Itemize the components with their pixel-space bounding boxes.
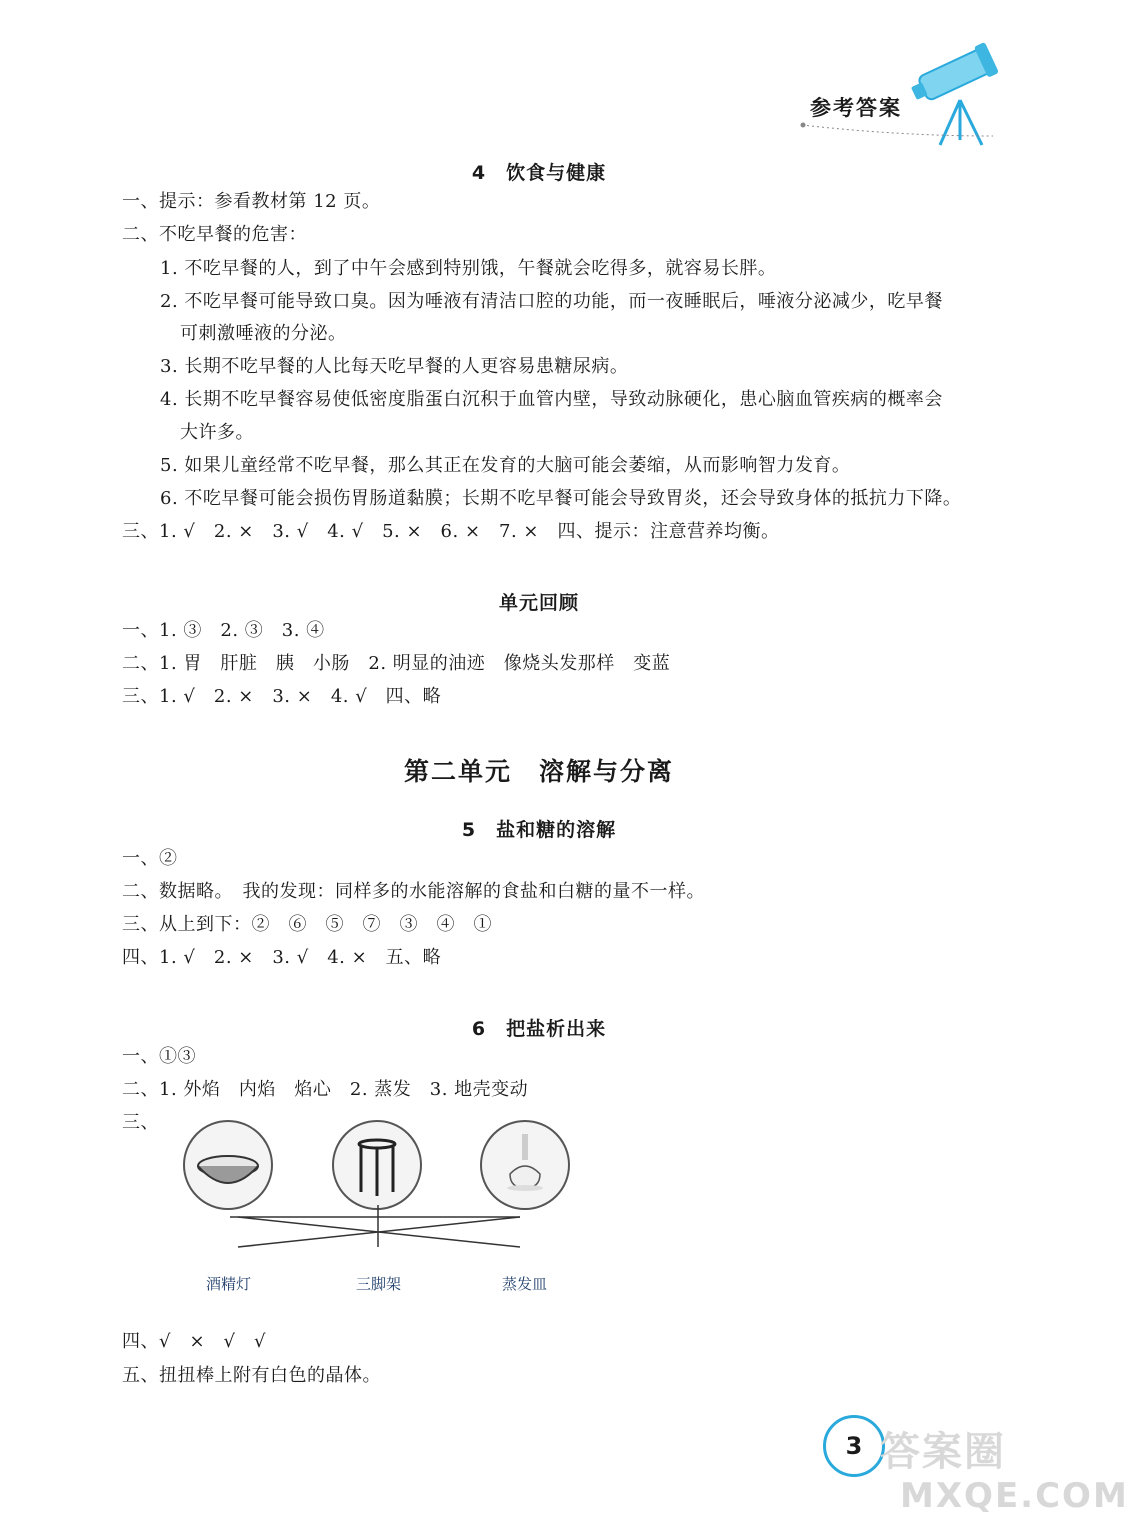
review-line: 三、1. √ 2. × 3. × 4. √ 四、略	[122, 686, 442, 707]
lesson4-line: 大许多。	[180, 422, 254, 443]
lesson6-title: 6 把盐析出来	[471, 1018, 607, 1040]
lesson4-line: 3. 长期不吃早餐的人比每天吃早餐的人更容易患糖尿病。	[160, 356, 629, 377]
watermark-top: 答案圈	[880, 1429, 1006, 1475]
lesson6-line: 五、扭扭棒上附有白色的晶体。	[122, 1365, 381, 1386]
lesson6-line: 一、①③	[122, 1046, 196, 1067]
bowl-picture	[183, 1120, 273, 1210]
label-alcohol-lamp: 酒精灯	[206, 1275, 252, 1293]
lesson4-line: 三、1. √ 2. × 3. √ 4. √ 5. × 6. × 7. × 四、提示：注意营养均衡。	[122, 521, 780, 542]
lesson4-line: 2. 不吃早餐可能导致口臭。因为唾液有清洁口腔的功能，而一夜睡眠后，唾液分泌减少，吃早餐	[160, 291, 943, 312]
lesson4-line: 二、不吃早餐的危害：	[122, 224, 307, 245]
tripod-picture	[332, 1120, 422, 1210]
lesson4-title: 4 饮食与健康	[471, 162, 607, 184]
review-line: 二、1. 胃 肝脏 胰 小肠 2. 明显的油迹 像烧头发那样 变蓝	[122, 653, 671, 674]
lesson5-line: 一、②	[122, 848, 178, 869]
header-title: 参考答案	[810, 96, 902, 120]
lesson4-line: 6. 不吃早餐可能会损伤胃肠道黏膜；长期不吃早餐可能会导致胃炎，还会导致身体的抵抗力下降。	[160, 488, 962, 509]
lesson4-line: 一、提示：参看教材第 12 页。	[122, 191, 381, 212]
lesson4-line: 1. 不吃早餐的人，到了中午会感到特别饿，午餐就会吃得多，就容易长胖。	[160, 258, 777, 279]
review-line: 一、1. ③ 2. ③ 3. ④	[122, 620, 325, 641]
lesson6-line: 三、	[122, 1112, 159, 1133]
lesson4-line: 4. 长期不吃早餐容易使低密度脂蛋白沉积于血管内壁，导致动脉硬化，患心脑血管疾病的概率会	[160, 389, 943, 410]
lesson5-line: 四、1. √ 2. × 3. √ 4. × 五、略	[122, 947, 442, 968]
label-tripod: 三脚架	[356, 1275, 402, 1293]
lesson6-line: 二、1. 外焰 内焰 焰心 2. 蒸发 3. 地壳变动	[122, 1079, 529, 1100]
matching-lines	[230, 1205, 530, 1265]
watermark-bottom: MXQE.COM	[900, 1476, 1129, 1516]
alcohol-lamp-picture	[480, 1120, 570, 1210]
unit2-title: 第二单元 溶解与分离	[403, 757, 674, 786]
lesson5-title: 5 盐和糖的溶解	[461, 819, 617, 841]
label-evaporating-dish: 蒸发皿	[502, 1275, 548, 1293]
lesson5-line: 二、数据略。 我的发现：同样多的水能溶解的食盐和白糖的量不一样。	[122, 881, 705, 902]
lesson4-line: 可刺激唾液的分泌。	[180, 323, 347, 344]
page-number: 3	[823, 1415, 885, 1477]
header-dotted-line	[800, 122, 995, 138]
review-title: 单元回顾	[498, 592, 579, 614]
lesson6-line: 四、√ × √ √	[122, 1331, 266, 1352]
lesson4-line: 5. 如果儿童经常不吃早餐，那么其正在发育的大脑可能会萎缩，从而影响智力发育。	[160, 455, 851, 476]
lesson5-line: 三、从上到下：② ⑥ ⑤ ⑦ ③ ④ ①	[122, 914, 492, 935]
